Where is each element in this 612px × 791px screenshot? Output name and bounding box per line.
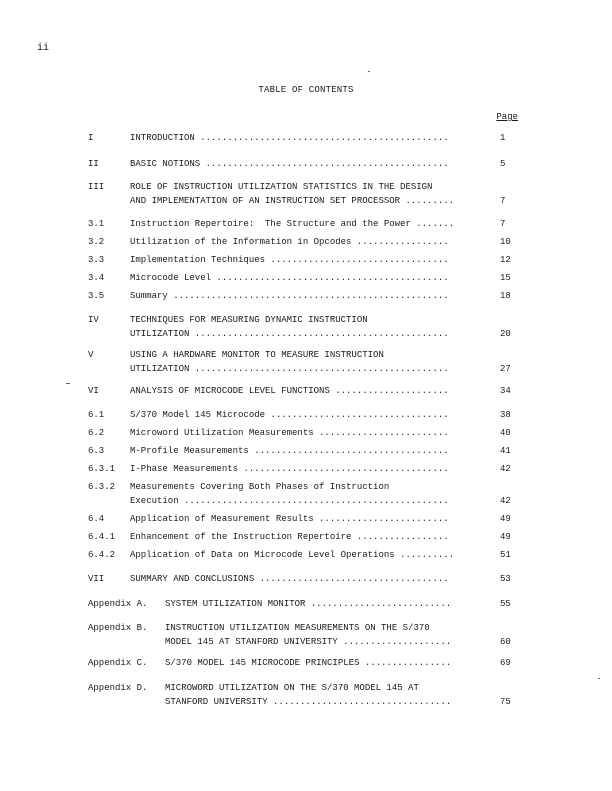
toc-entry-title: S/370 Model 145 Microcode .................................	[130, 410, 449, 420]
toc-entry-number: Appendix D.	[88, 683, 148, 693]
toc-entry-number: 3.2	[88, 237, 105, 247]
speck-mark	[368, 71, 370, 72]
toc-entry-number: 6.3.1	[88, 464, 116, 474]
toc-entry-title: STANFORD UNIVERSITY .................................	[165, 697, 452, 707]
toc-entry-title: MICROWORD UTILIZATION ON THE S/370 MODEL 145 AT	[165, 683, 419, 693]
toc-entry-number: Appendix B.	[88, 623, 148, 633]
toc-entry-number: III	[88, 182, 105, 192]
toc-entry-number: IV	[88, 315, 99, 325]
toc-entry-title: S/370 MODEL 145 MICROCODE PRINCIPLES ................	[165, 658, 452, 668]
toc-entry-title: Summary ...................................................	[130, 291, 449, 301]
toc-entry-title: Application of Data on Microcode Level Operations ..........	[130, 550, 455, 560]
toc-entry-number: 6.1	[88, 410, 105, 420]
toc-entry-page: 10	[500, 237, 511, 247]
toc-entry-page: 53	[500, 574, 511, 584]
toc-entry-title: Utilization of the Information in Opcodes .................	[130, 237, 449, 247]
toc-entry-title: AND IMPLEMENTATION OF AN INSTRUCTION SET PROCESSOR .........	[130, 196, 455, 206]
toc-entry-page: 42	[500, 496, 511, 506]
toc-entry-number: V	[88, 350, 94, 360]
speck-mark	[66, 383, 70, 384]
toc-entry-title: MODEL 145 AT STANFORD UNIVERSITY ....................	[165, 637, 452, 647]
toc-entry-title: ANALYSIS OF MICROCODE LEVEL FUNCTIONS .....................	[130, 386, 449, 396]
toc-entry-page: 49	[500, 532, 511, 542]
toc-entry-title: SYSTEM UTILIZATION MONITOR ..........................	[165, 599, 452, 609]
toc-entry-number: 3.5	[88, 291, 105, 301]
toc-entry-title: UTILIZATION ...............................................	[130, 364, 449, 374]
toc-entry-number: 6.4	[88, 514, 105, 524]
toc-entry-title: I-Phase Measurements ......................................	[130, 464, 449, 474]
toc-entry-number: 6.2	[88, 428, 105, 438]
toc-entry-number: 6.4.1	[88, 532, 116, 542]
toc-entry-number: II	[88, 159, 99, 169]
toc-entry-page: 49	[500, 514, 511, 524]
page-column-header: Page	[496, 112, 518, 122]
toc-entry-number: VI	[88, 386, 99, 396]
speck-mark	[598, 678, 600, 679]
toc-entry-page: 38	[500, 410, 511, 420]
toc-entry-title: BASIC NOTIONS .............................................	[130, 159, 449, 169]
toc-entry-title: Measurements Covering Both Phases of Instruction	[130, 482, 390, 492]
toc-title: TABLE OF CONTENTS	[258, 85, 354, 95]
toc-entry-page: 55	[500, 599, 511, 609]
toc-entry-number: Appendix A.	[88, 599, 148, 609]
toc-entry-title: Instruction Repertoire: The Structure and the Power .......	[130, 219, 455, 229]
toc-entry-page: 15	[500, 273, 511, 283]
toc-entry-title: Microcode Level ...........................................	[130, 273, 449, 283]
toc-entry-title: Microword Utilization Measurements ........................	[130, 428, 449, 438]
toc-entry-page: 1	[500, 133, 506, 143]
toc-entry-page: 20	[500, 329, 511, 339]
toc-entry-number: 3.3	[88, 255, 105, 265]
toc-entry-page: 27	[500, 364, 511, 374]
toc-entry-number: 6.3	[88, 446, 105, 456]
toc-entry-title: ROLE OF INSTRUCTION UTILIZATION STATISTICS IN THE DESIGN	[130, 182, 433, 192]
toc-entry-number: 6.4.2	[88, 550, 116, 560]
toc-entry-number: VII	[88, 574, 105, 584]
toc-entry-page: 60	[500, 637, 511, 647]
toc-entry-page: 41	[500, 446, 511, 456]
toc-entry-page: 7	[500, 196, 506, 206]
toc-entry-page: 42	[500, 464, 511, 474]
toc-entry-title: UTILIZATION ...............................................	[130, 329, 449, 339]
toc-entry-page: 69	[500, 658, 511, 668]
toc-entry-title: USING A HARDWARE MONITOR TO MEASURE INSTRUCTION	[130, 350, 384, 360]
toc-entry-page: 40	[500, 428, 511, 438]
toc-entry-page: 18	[500, 291, 511, 301]
toc-entry-title: Application of Measurement Results ........................	[130, 514, 449, 524]
toc-entry-number: I	[88, 133, 94, 143]
toc-entry-number: Appendix C.	[88, 658, 148, 668]
toc-entry-title: Enhancement of the Instruction Repertoire .................	[130, 532, 449, 542]
toc-entry-page: 51	[500, 550, 511, 560]
toc-entry-number: 3.1	[88, 219, 105, 229]
toc-entry-number: 6.3.2	[88, 482, 116, 492]
toc-entry-page: 75	[500, 697, 511, 707]
toc-entry-number: 3.4	[88, 273, 105, 283]
toc-entry-title: INTRODUCTION ..............................................	[130, 133, 449, 143]
toc-entry-page: 34	[500, 386, 511, 396]
toc-entry-title: Implementation Techniques .................................	[130, 255, 449, 265]
toc-entry-page: 7	[500, 219, 506, 229]
toc-entry-title: INSTRUCTION UTILIZATION MEASUREMENTS ON THE S/370	[165, 623, 430, 633]
toc-entry-title: TECHNIQUES FOR MEASURING DYNAMIC INSTRUCTION	[130, 315, 368, 325]
page-number: ii	[37, 43, 50, 54]
toc-entry-title: SUMMARY AND CONCLUSIONS ...................................	[130, 574, 449, 584]
toc-entry-page: 12	[500, 255, 511, 265]
toc-entry-title: M-Profile Measurements ....................................	[130, 446, 449, 456]
toc-entry-title: Execution .................................................	[130, 496, 449, 506]
toc-entry-page: 5	[500, 159, 506, 169]
